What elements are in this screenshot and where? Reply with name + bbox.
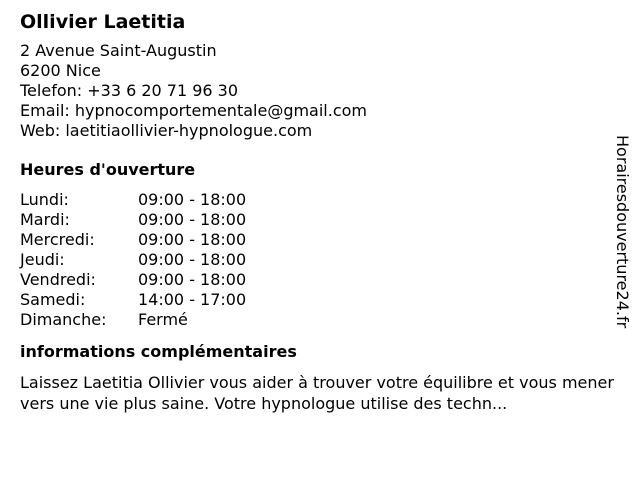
hours-time: 09:00 - 18:00 [138, 250, 247, 269]
hours-day: Vendredi: [20, 270, 96, 289]
brand-watermark: Horairesdouverture24.fr [613, 135, 632, 329]
hours-row-sunday [20, 310, 610, 330]
business-name: Ollivier Laetitia [20, 11, 186, 33]
email-line: Email: hypnocomportementale@gmail.com [20, 101, 368, 120]
hours-row-wednesday [20, 230, 610, 250]
phone-line: Telefon: +33 6 20 71 96 30 [20, 81, 239, 100]
hours-time: Fermé [138, 310, 188, 329]
address-line-2: 6200 Nice [20, 61, 101, 80]
hours-day: Jeudi: [20, 250, 65, 269]
hours-day: Dimanche: [20, 310, 107, 329]
hours-time: 09:00 - 18:00 [138, 190, 247, 209]
hours-time: 14:00 - 17:00 [138, 290, 247, 309]
opening-hours-heading: Heures d'ouverture [20, 160, 196, 179]
hours-day: Mercredi: [20, 230, 95, 249]
hours-row-thursday [20, 250, 610, 270]
hours-time: 09:00 - 18:00 [138, 230, 247, 249]
additional-info-heading: informations complémentaires [20, 342, 297, 361]
hours-day: Mardi: [20, 210, 70, 229]
hours-time: 09:00 - 18:00 [138, 210, 247, 229]
hours-row-saturday [20, 290, 610, 310]
hours-row-friday [20, 270, 610, 290]
hours-day: Samedi: [20, 290, 86, 309]
hours-row-tuesday [20, 210, 610, 230]
hours-time: 09:00 - 18:00 [138, 270, 247, 289]
additional-info-text: Laissez Laetitia Ollivier vous aider à trouver votre équilibre et vous mener vers une vie plus saine. Votre hypnologue utilise des techn... [20, 373, 614, 413]
hours-day: Lundi: [20, 190, 69, 209]
opening-hours-table [20, 190, 610, 330]
hours-row-monday [20, 190, 610, 210]
web-line: Web: laetitiaollivier-hypnologue.com [20, 121, 313, 140]
business-card [20, 10, 614, 414]
address-line-1: 2 Avenue Saint-Augustin [20, 41, 217, 60]
